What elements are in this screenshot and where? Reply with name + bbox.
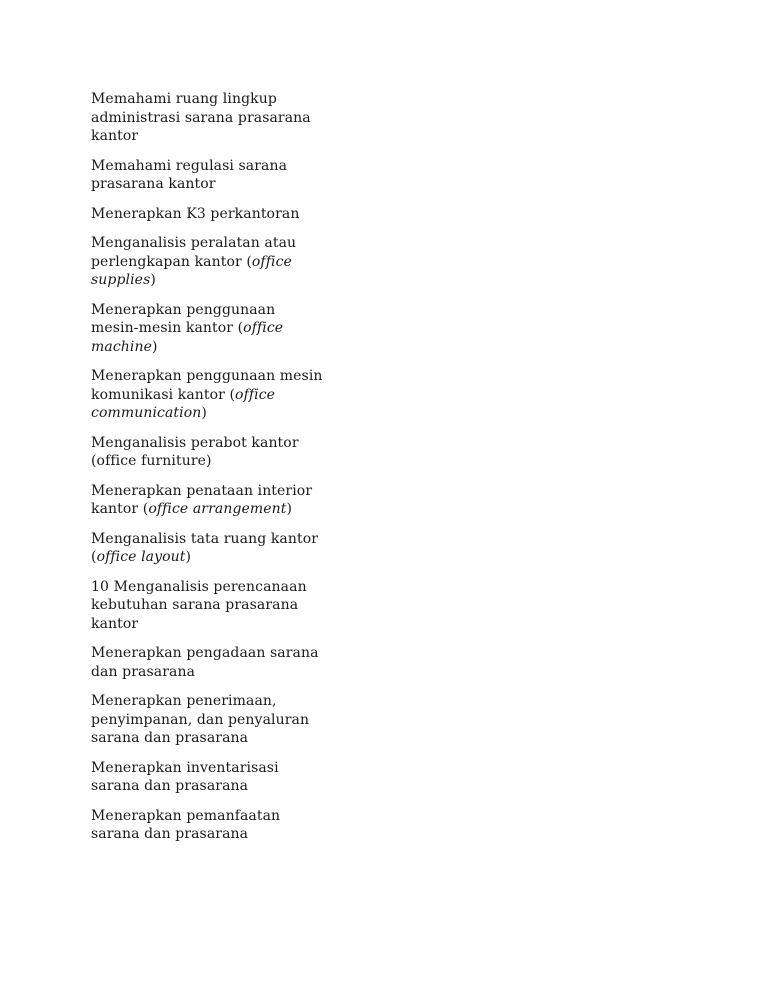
item-text: mesin-mesin kantor ( bbox=[91, 320, 244, 336]
list-item bbox=[91, 434, 341, 471]
item-text: Menerapkan K3 perkantoran bbox=[91, 205, 300, 222]
item-text: sarana dan prasarana bbox=[91, 826, 249, 842]
item-text: Menerapkan penataan interior bbox=[91, 482, 313, 499]
item-text: Menerapkan pengadaan sarana bbox=[91, 645, 319, 661]
item-text: ) bbox=[201, 405, 207, 421]
list-item bbox=[91, 759, 341, 796]
item-text: Menganalisis tata ruang kantor bbox=[91, 530, 319, 547]
list-item bbox=[91, 234, 341, 290]
item-text: Menerapkan penggunaan bbox=[91, 301, 276, 318]
item-text: Menerapkan penggunaan mesin bbox=[91, 368, 323, 384]
item-text: Menerapkan penerimaan, bbox=[91, 693, 277, 709]
item-text: Menerapkan pemanfaatan bbox=[91, 807, 281, 824]
item-text: Menganalisis peralatan atau bbox=[91, 235, 297, 251]
item-text: 10 Menganalisis perencanaan bbox=[91, 578, 307, 595]
item-text: kebutuhan sarana prasarana bbox=[91, 597, 299, 613]
italic-text: office bbox=[243, 320, 284, 336]
item-text: ) bbox=[151, 338, 158, 355]
item-text: ) bbox=[286, 501, 293, 517]
item-text: administrasi sarana prasarana bbox=[91, 109, 311, 126]
item-text: penyimpanan, dan penyaluran bbox=[91, 711, 310, 728]
item-text: kantor ( bbox=[91, 501, 149, 517]
italic-text: office bbox=[251, 253, 292, 270]
list-item bbox=[91, 205, 341, 224]
italic-text: machine bbox=[91, 338, 152, 355]
item-text: Memahami regulasi sarana bbox=[91, 157, 288, 174]
list-item bbox=[91, 90, 341, 146]
list-item bbox=[91, 367, 341, 423]
item-text: komunikasi kantor ( bbox=[91, 386, 236, 403]
item-text: Menerapkan inventarisasi bbox=[91, 759, 279, 776]
item-text: kantor bbox=[91, 615, 139, 632]
italic-text: supplies bbox=[91, 272, 151, 288]
list-item bbox=[91, 530, 341, 567]
item-text: ( bbox=[91, 549, 97, 565]
item-text: Memahami ruang lingkup bbox=[91, 91, 277, 107]
list-item bbox=[91, 644, 341, 681]
competency-list bbox=[91, 90, 341, 855]
list-item bbox=[91, 301, 341, 357]
item-text: ) bbox=[150, 272, 156, 288]
item-text: (office furniture) bbox=[91, 453, 212, 469]
item-text: perlengkapan kantor ( bbox=[91, 253, 252, 270]
italic-text: office arrangement bbox=[148, 501, 287, 517]
list-item bbox=[91, 692, 341, 748]
item-text: kantor bbox=[91, 128, 139, 144]
italic-text: communication bbox=[91, 405, 202, 421]
list-item bbox=[91, 482, 341, 519]
italic-text: office layout bbox=[96, 549, 186, 565]
list-item bbox=[91, 807, 341, 844]
list-item bbox=[91, 157, 341, 194]
italic-text: office bbox=[235, 386, 276, 403]
item-text: Menganalisis perabot kantor bbox=[91, 434, 299, 451]
item-text: sarana dan prasarana bbox=[91, 778, 249, 794]
item-text: sarana dan prasarana bbox=[91, 730, 249, 746]
item-text: dan prasarana bbox=[91, 663, 196, 680]
list-item bbox=[91, 578, 341, 634]
item-text: ) bbox=[185, 549, 192, 565]
item-text: prasarana kantor bbox=[91, 176, 216, 192]
